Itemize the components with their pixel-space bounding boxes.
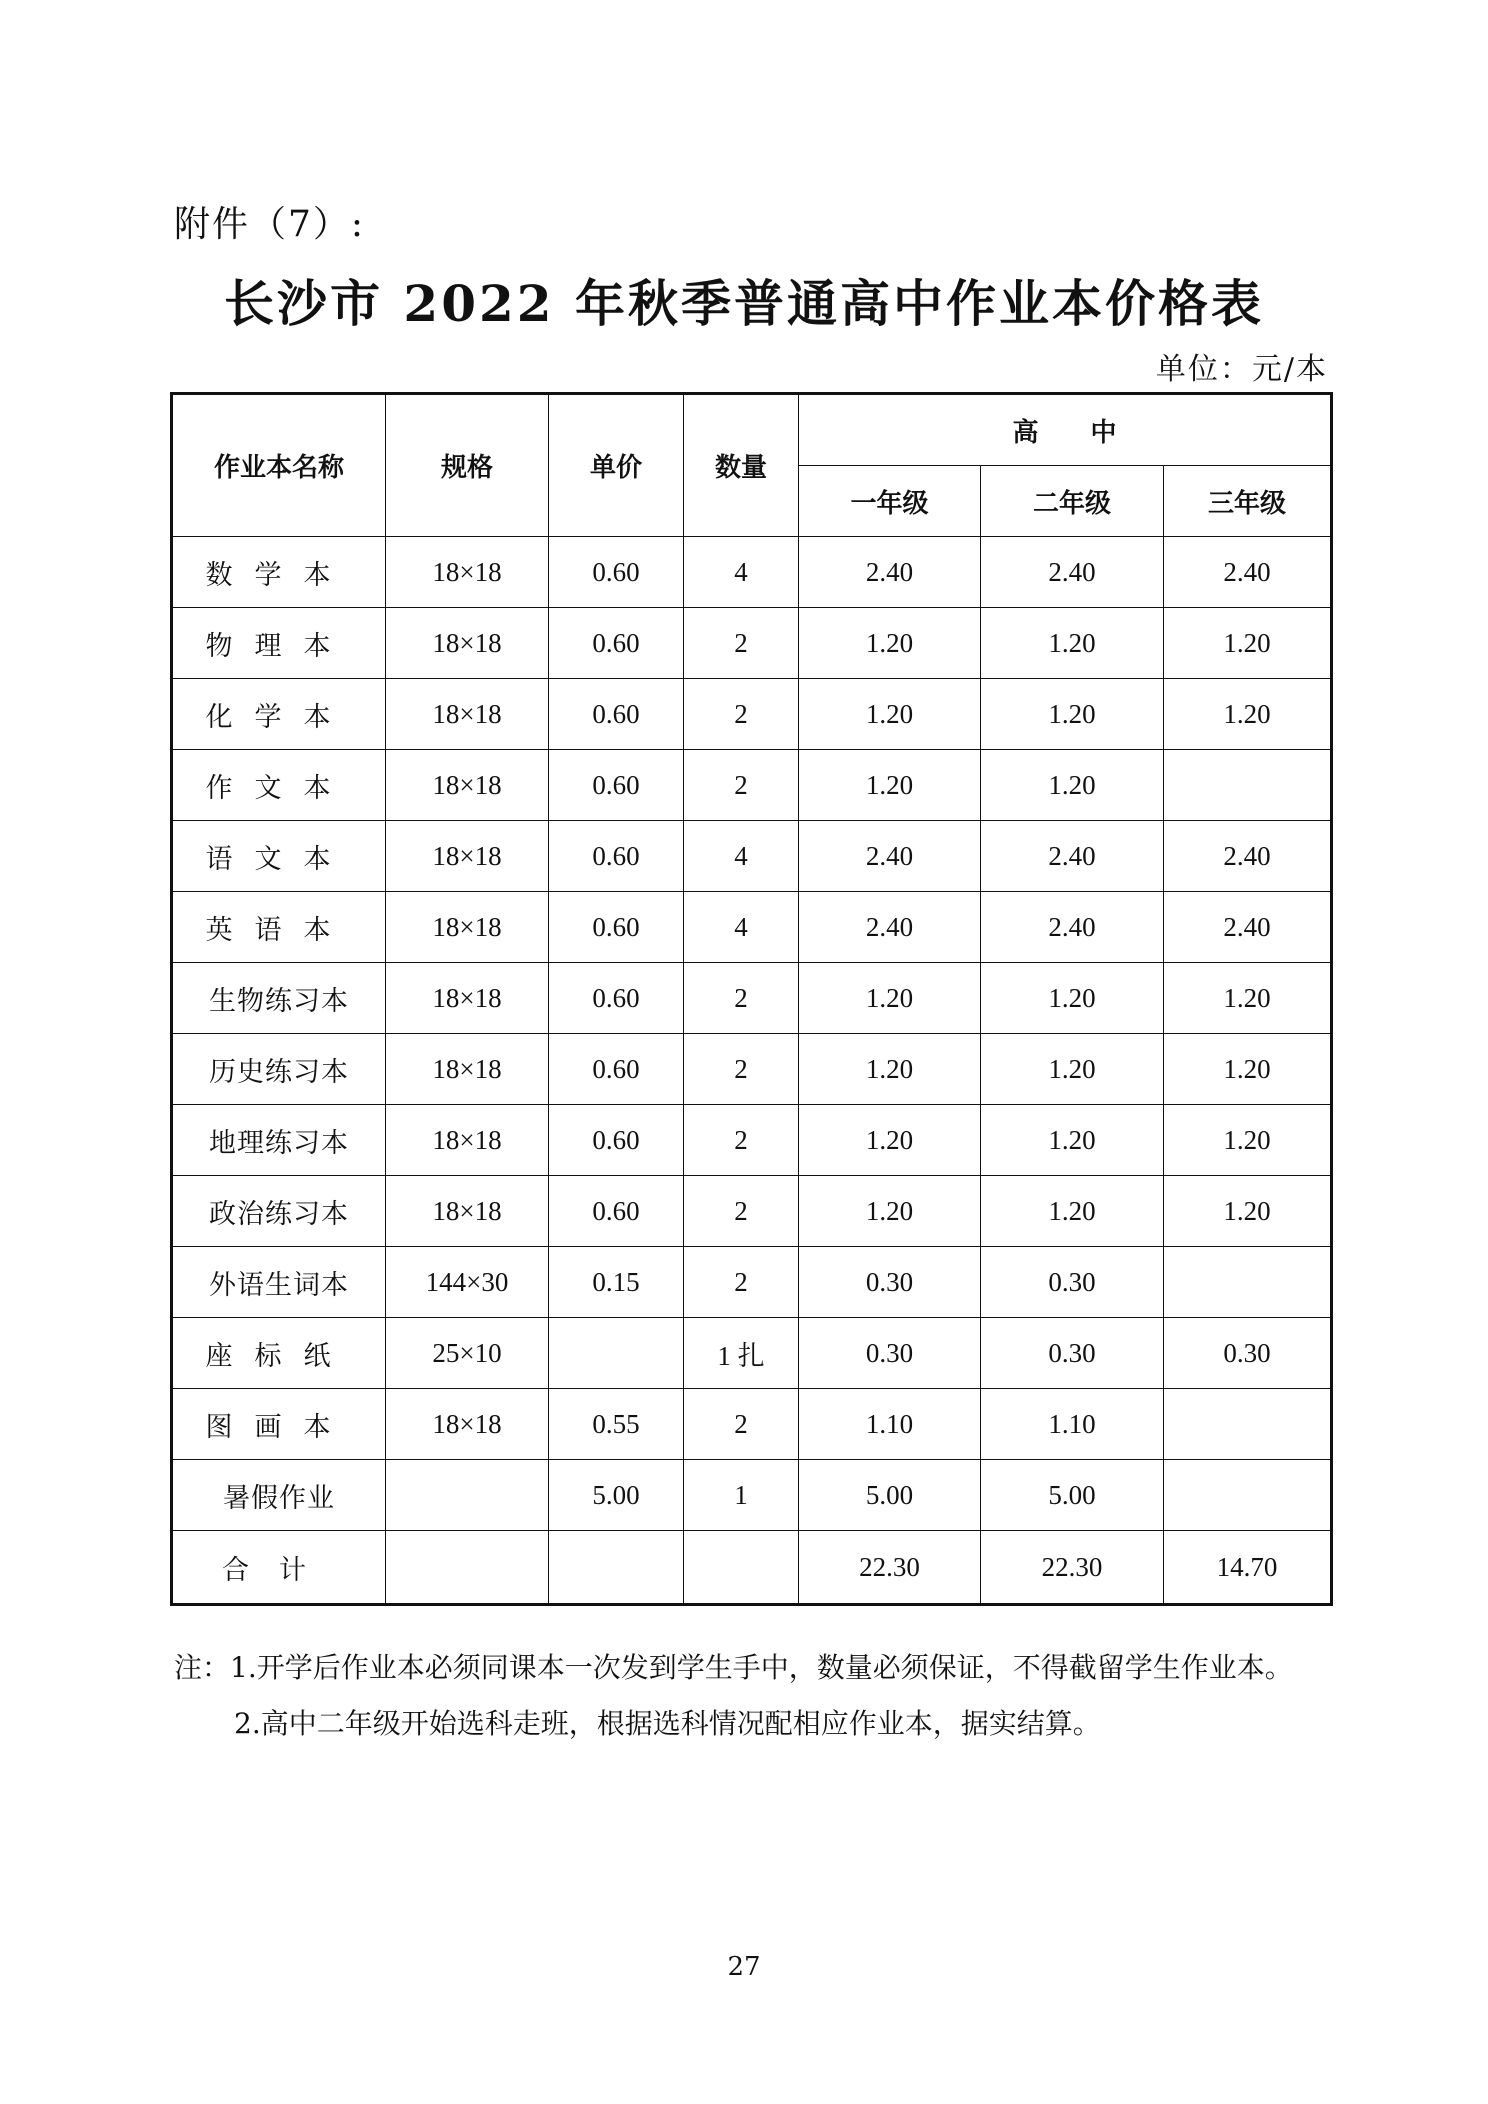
cell-spec: 18×18: [386, 892, 549, 963]
cell-grade2: 0.30: [981, 1318, 1164, 1389]
cell-price: 0.60: [549, 1176, 684, 1247]
cell-grade1: 1.10: [799, 1389, 981, 1460]
cell-grade2: 1.20: [981, 679, 1164, 750]
cell-price: 0.60: [549, 679, 684, 750]
cell-spec: 18×18: [386, 750, 549, 821]
cell-grade2: 2.40: [981, 537, 1164, 608]
attachment-label: 附件（7）:: [174, 204, 366, 245]
cell-price: 0.60: [549, 537, 684, 608]
cell-grade3: 2.40: [1164, 537, 1332, 608]
cell-grade1: 1.20: [799, 679, 981, 750]
cell-name: 暑假作业: [172, 1460, 386, 1531]
header-spec: 规格: [386, 394, 549, 537]
header-row-1: [172, 394, 1332, 466]
cell-qty: 4: [684, 892, 799, 963]
cell-price: 0.60: [549, 608, 684, 679]
cell-grade2: 1.20: [981, 608, 1164, 679]
price-table: [170, 392, 1333, 1606]
page-number: 27: [727, 1952, 761, 1982]
cell-qty: 4: [684, 537, 799, 608]
table-row: [172, 679, 1332, 750]
table-row: [172, 821, 1332, 892]
header-grade2: 二年级: [981, 466, 1164, 537]
total-price: [549, 1531, 684, 1605]
cell-spec: 18×18: [386, 1105, 549, 1176]
cell-grade3: 2.40: [1164, 821, 1332, 892]
cell-spec: 18×18: [386, 821, 549, 892]
header-grade1: 一年级: [799, 466, 981, 537]
cell-name: 化学本: [172, 679, 386, 750]
cell-grade3: 1.20: [1164, 679, 1332, 750]
cell-qty: 2: [684, 1389, 799, 1460]
cell-name: 图画本: [172, 1389, 386, 1460]
cell-spec: 18×18: [386, 1176, 549, 1247]
cell-grade2: 1.20: [981, 1176, 1164, 1247]
cell-grade3: 0.30: [1164, 1318, 1332, 1389]
cell-grade2: 1.20: [981, 1105, 1164, 1176]
header-qty: 数量: [684, 394, 799, 537]
header-high-school: 高 中: [799, 394, 1332, 466]
total-qty: [684, 1531, 799, 1605]
cell-grade2: 2.40: [981, 892, 1164, 963]
cell-qty: 2: [684, 1247, 799, 1318]
cell-grade2: 1.20: [981, 1034, 1164, 1105]
cell-spec: [386, 1460, 549, 1531]
note-2: 2.高中二年级开始选科走班，根据选科情况配相应作业本，据实结算。: [234, 1707, 1101, 1740]
total-grade2: 22.30: [981, 1531, 1164, 1605]
cell-grade3: 1.20: [1164, 1105, 1332, 1176]
cell-grade2: 2.40: [981, 821, 1164, 892]
cell-spec: 18×18: [386, 679, 549, 750]
cell-spec: 18×18: [386, 537, 549, 608]
table-row: [172, 1176, 1332, 1247]
cell-qty: 2: [684, 679, 799, 750]
cell-spec: 18×18: [386, 1034, 549, 1105]
table-row: [172, 1389, 1332, 1460]
cell-name: 数学本: [172, 537, 386, 608]
cell-grade1: 1.20: [799, 963, 981, 1034]
cell-name: 生物练习本: [172, 963, 386, 1034]
header-price: 单价: [549, 394, 684, 537]
table-row: [172, 537, 1332, 608]
cell-grade2: 1.20: [981, 963, 1164, 1034]
cell-grade2: 5.00: [981, 1460, 1164, 1531]
cell-grade3: [1164, 1389, 1332, 1460]
cell-grade1: 0.30: [799, 1318, 981, 1389]
cell-spec: 144×30: [386, 1247, 549, 1318]
note-1: 注：1.开学后作业本必须同课本一次发到学生手中，数量必须保证，不得截留学生作业本。: [174, 1651, 1293, 1684]
table-row: [172, 750, 1332, 821]
cell-qty: 2: [684, 750, 799, 821]
cell-grade2: 0.30: [981, 1247, 1164, 1318]
cell-name: 座标纸: [172, 1318, 386, 1389]
cell-price: 0.60: [549, 1034, 684, 1105]
cell-price: 0.60: [549, 821, 684, 892]
cell-grade3: 2.40: [1164, 892, 1332, 963]
cell-grade1: 1.20: [799, 1105, 981, 1176]
header-grade3: 三年级: [1164, 466, 1332, 537]
cell-name: 英语本: [172, 892, 386, 963]
cell-grade3: 1.20: [1164, 963, 1332, 1034]
cell-spec: 18×18: [386, 1389, 549, 1460]
cell-qty: 2: [684, 963, 799, 1034]
cell-price: 0.60: [549, 892, 684, 963]
cell-name: 地理练习本: [172, 1105, 386, 1176]
total-label: 合计: [172, 1531, 386, 1605]
cell-name: 外语生词本: [172, 1247, 386, 1318]
header-name: 作业本名称: [172, 394, 386, 537]
unit-label: 单位：元/本: [1155, 352, 1328, 387]
cell-grade3: [1164, 1247, 1332, 1318]
cell-grade3: [1164, 1460, 1332, 1531]
cell-grade3: 1.20: [1164, 1176, 1332, 1247]
table-row: [172, 1460, 1332, 1531]
cell-price: 5.00: [549, 1460, 684, 1531]
table-row: [172, 1105, 1332, 1176]
cell-name: 物理本: [172, 608, 386, 679]
cell-price: 0.15: [549, 1247, 684, 1318]
cell-grade1: 2.40: [799, 537, 981, 608]
cell-price: 0.55: [549, 1389, 684, 1460]
cell-grade1: 2.40: [799, 821, 981, 892]
table-row: [172, 1318, 1332, 1389]
cell-qty: 2: [684, 608, 799, 679]
cell-price: [549, 1318, 684, 1389]
cell-grade1: 1.20: [799, 608, 981, 679]
cell-price: 0.60: [549, 1105, 684, 1176]
cell-price: 0.60: [549, 963, 684, 1034]
cell-qty: 2: [684, 1176, 799, 1247]
table-row: [172, 1034, 1332, 1105]
cell-grade1: 1.20: [799, 1034, 981, 1105]
cell-grade3: 1.20: [1164, 1034, 1332, 1105]
cell-price: 0.60: [549, 750, 684, 821]
cell-spec: 25×10: [386, 1318, 549, 1389]
cell-grade3: 1.20: [1164, 608, 1332, 679]
cell-grade1: 0.30: [799, 1247, 981, 1318]
cell-qty: 2: [684, 1034, 799, 1105]
cell-grade1: 2.40: [799, 892, 981, 963]
total-spec: [386, 1531, 549, 1605]
cell-name: 历史练习本: [172, 1034, 386, 1105]
cell-qty: 1: [684, 1460, 799, 1531]
cell-grade1: 1.20: [799, 750, 981, 821]
total-grade3: 14.70: [1164, 1531, 1332, 1605]
cell-grade2: 1.10: [981, 1389, 1164, 1460]
cell-name: 语文本: [172, 821, 386, 892]
document-title: 长沙市 2022 年秋季普通高中作业本价格表: [224, 274, 1264, 333]
cell-spec: 18×18: [386, 608, 549, 679]
cell-qty: 1 扎: [684, 1318, 799, 1389]
cell-spec: 18×18: [386, 963, 549, 1034]
notes: [174, 1640, 1344, 1752]
cell-name: 作文本: [172, 750, 386, 821]
table-row: [172, 963, 1332, 1034]
table-row: [172, 608, 1332, 679]
cell-grade1: 1.20: [799, 1176, 981, 1247]
cell-qty: 4: [684, 821, 799, 892]
table-row: [172, 1247, 1332, 1318]
cell-name: 政治练习本: [172, 1176, 386, 1247]
total-grade1: 22.30: [799, 1531, 981, 1605]
table-row: [172, 892, 1332, 963]
cell-grade3: [1164, 750, 1332, 821]
total-row: [172, 1531, 1332, 1605]
cell-grade2: 1.20: [981, 750, 1164, 821]
cell-qty: 2: [684, 1105, 799, 1176]
cell-grade1: 5.00: [799, 1460, 981, 1531]
